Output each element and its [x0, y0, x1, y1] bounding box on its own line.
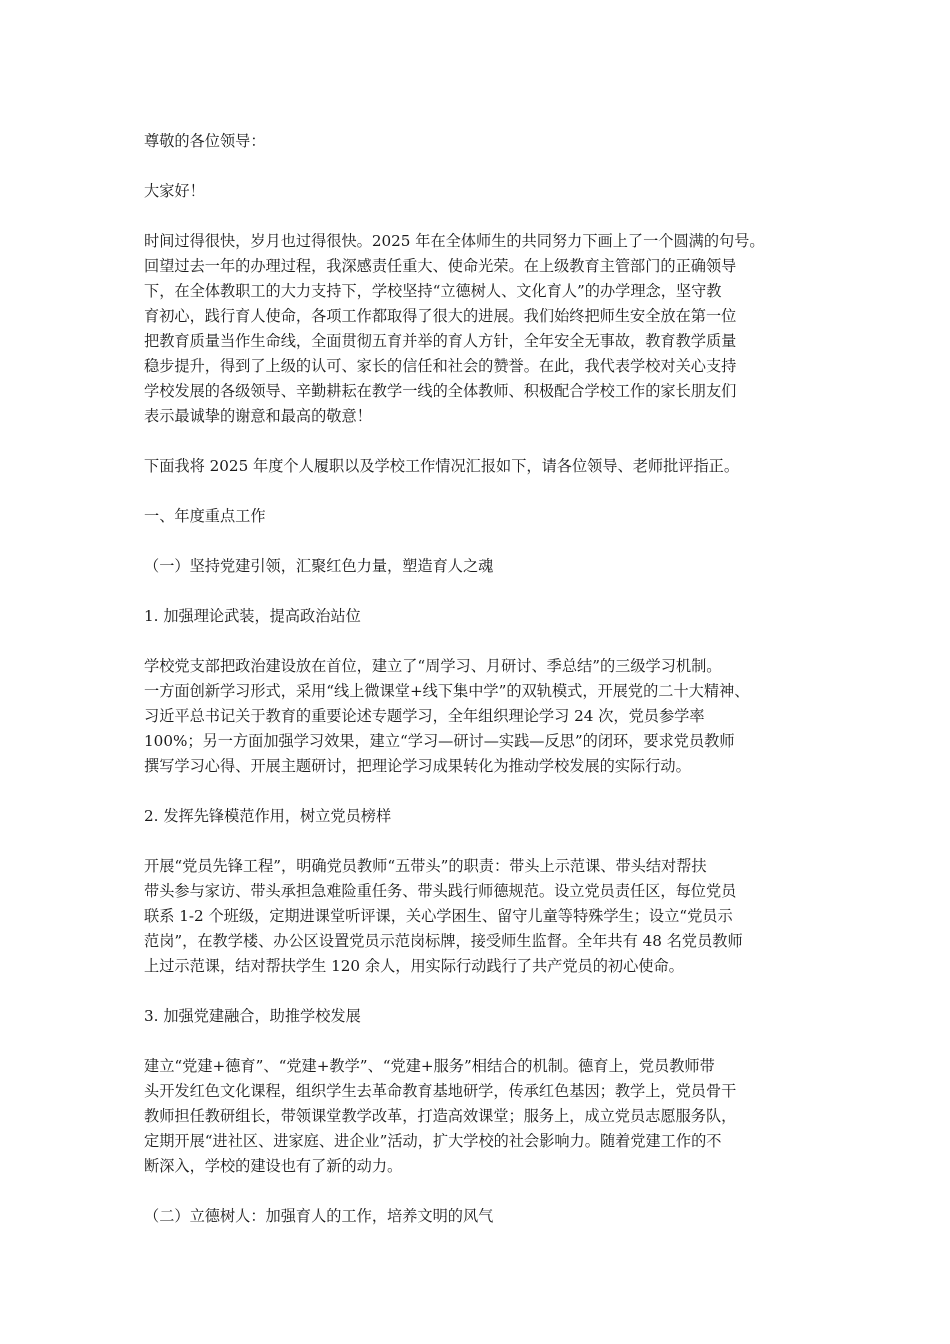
- paragraph-line: 范岗”，在教学楼、办公区设置党员示范岗标牌，接受师生监督。全年共有 48 名党员教师: [144, 932, 743, 950]
- paragraph-line: 把教育质量当作生命线，全面贯彻五育并举的育人方针，全年安全无事故，教育教学质量: [144, 332, 737, 350]
- subsection-heading: （二）立德树人：加强育人的工作，培养文明的风气: [144, 1207, 494, 1225]
- paragraph-line: 习近平总书记关于教育的重要论述专题学习，全年组织理论学习 24 次，党员参学率: [144, 707, 705, 725]
- report-intro: 下面我将 2025 年度个人履职以及学校工作情况汇报如下，请各位领导、老师批评指正。: [144, 457, 740, 475]
- paragraph-line: 教师担任教研组长，带领课堂教学改革，打造高效课堂；服务上，成立党员志愿服务队，: [144, 1107, 737, 1125]
- paragraph-line: 定期开展“进社区、进家庭、进企业”活动，扩大学校的社会影响力。随着党建工作的不: [144, 1132, 722, 1150]
- paragraph-line: 建立“党建+德育”、“党建+教学”、“党建+服务”相结合的机制。德育上，党员教师带: [144, 1057, 715, 1075]
- paragraph-line: 头开发红色文化课程，组织学生去革命教育基地研学，传承红色基因；教学上，党员骨干: [144, 1082, 737, 1100]
- paragraph-line: 学校党支部把政治建设放在首位，建立了“周学习、月研讨、季总结”的三级学习机制。: [144, 657, 722, 675]
- paragraph-line: 联系 1-2 个班级，定期进课堂听评课，关心学困生、留守儿童等特殊学生；设立“党员示: [144, 907, 733, 925]
- paragraph-line: 100%；另一方面加强学习效果，建立“学习—研讨—实践—反思”的闭环，要求党员教师: [144, 732, 735, 750]
- paragraph-line: 回望过去一年的办理过程，我深感责任重大、使命光荣。在上级教育主管部门的正确领导: [144, 257, 737, 275]
- paragraph-line: 上过示范课，结对帮扶学生 120 余人，用实际行动践行了共产党员的初心使命。: [144, 957, 684, 975]
- paragraph-line: 撰写学习心得、开展主题研讨，把理论学习成果转化为推动学校发展的实际行动。: [144, 757, 691, 775]
- paragraph-line: 时间过得很快，岁月也过得很快。2025 年在全体师生的共同努力下画上了一个圆满的句号。: [144, 232, 765, 250]
- item-heading: 2. 发挥先锋模范作用，树立党员榜样: [144, 807, 392, 825]
- paragraph-line: 开展“党员先锋工程”，明确党员教师“五带头”的职责：带头上示范课、带头结对帮扶: [144, 857, 707, 875]
- salutation: 尊敬的各位领导：: [144, 132, 266, 150]
- section-heading: 一、年度重点工作: [144, 507, 266, 525]
- paragraph-line: 学校发展的各级领导、辛勤耕耘在教学一线的全体教师、积极配合学校工作的家长朋友们: [144, 382, 737, 400]
- paragraph-line: 下，在全体教职工的大力支持下，学校坚持“立德树人、文化育人”的办学理念，坚守教: [144, 282, 722, 300]
- subsection-heading: （一）坚持党建引领，汇聚红色力量，塑造育人之魂: [144, 557, 494, 575]
- paragraph-line: 断深入，学校的建设也有了新的动力。: [144, 1157, 403, 1175]
- paragraph-line: 表示最诚挚的谢意和最高的敬意！: [144, 407, 372, 425]
- paragraph-line: 一方面创新学习形式，采用“线上微课堂+线下集中学”的双轨模式，开展党的二十大精神、: [144, 682, 750, 700]
- paragraph-line: 带头参与家访、带头承担急难险重任务、带头践行师德规范。设立党员责任区，每位党员: [144, 882, 737, 900]
- item-heading: 1. 加强理论武装，提高政治站位: [144, 607, 361, 625]
- greeting: 大家好！: [144, 182, 205, 200]
- item-heading: 3. 加强党建融合，助推学校发展: [144, 1007, 361, 1025]
- paragraph-line: 育初心，践行育人使命，各项工作都取得了很大的进展。我们始终把师生安全放在第一位: [144, 307, 737, 325]
- paragraph-line: 稳步提升，得到了上级的认可、家长的信任和社会的赞誉。在此，我代表学校对关心支持: [144, 357, 737, 375]
